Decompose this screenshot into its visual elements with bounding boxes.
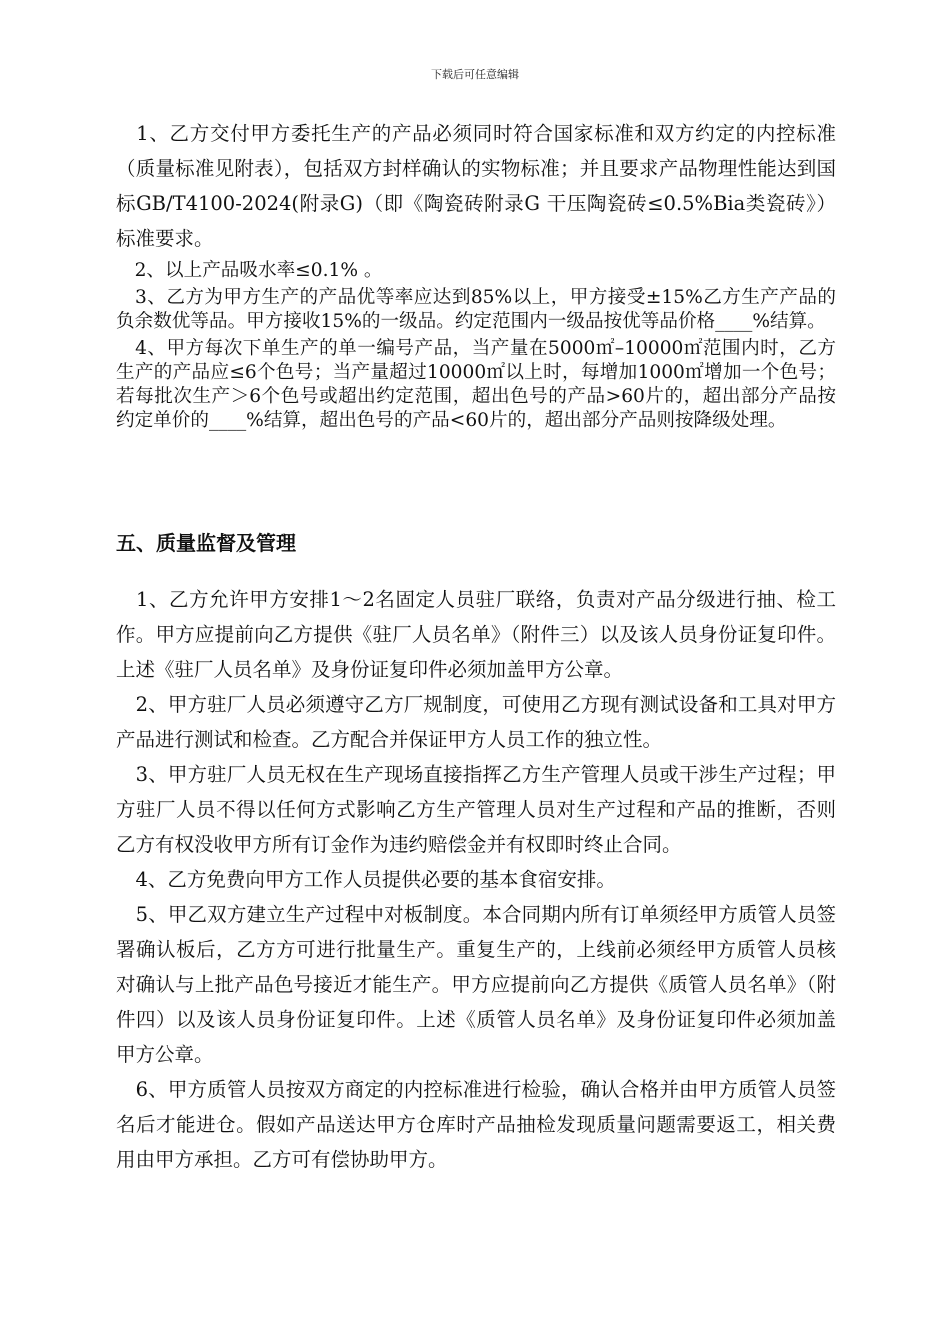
clause-5-4: 4、乙方免费向甲方工作人员提供必要的基本食宿安排。: [116, 868, 616, 891]
clause-4-1-block: [116, 116, 836, 256]
clause-5-3: 3、甲方驻厂人员无权在生产现场直接指挥乙方生产管理人员或干涉生产过程；甲方驻厂人员不得以任何方式影响乙方生产管理人员对生产过程和产品的推断，否则乙方有权没收甲方所有订金作为违约赔偿金并有权即时终止合同。: [116, 763, 836, 856]
section-heading: 五、质量监督及管理: [116, 531, 296, 555]
clause-4-2: 2、以上产品吸水率≤0.1% 。: [116, 260, 383, 281]
page-header: 下载后可任意编辑: [431, 68, 519, 81]
clause-5-2: 2、甲方驻厂人员必须遵守乙方厂规制度，可使用乙方现有测试设备和工具对甲方产品进行测试和检查。乙方配合并保证甲方人员工作的独立性。: [116, 693, 836, 751]
clause-4-1: 1、乙方交付甲方委托生产的产品必须同时符合国家标准和双方约定的内控标准（质量标准见附表），包括双方封样确认的实物标准；并且要求产品物理性能达到国标GB/T4100-2024(附录G)（即《陶瓷砖附录G 干压陶瓷砖≤0.5%Bia类瓷砖》）标准要求。: [116, 122, 836, 250]
clause-5-1: 1、乙方允许甲方安排1～2名固定人员驻厂联络，负责对产品分级进行抽、检工作。甲方应提前向乙方提供《驻厂人员名单》（附件三）以及该人员身份证复印件。上述《驻厂人员名单》及身份证复印件必须加盖甲方公章。: [116, 588, 836, 681]
clause-5-6: 6、甲方质管人员按双方商定的内控标准进行检验，确认合格并由甲方质管人员签名后才能进仓。假如产品送达甲方仓库时产品抽检发现质量问题需要返工，相关费用由甲方承担。乙方可有偿协助甲方。: [116, 1078, 836, 1171]
clause-4-2-to-4-4-block: [116, 259, 836, 433]
clause-4-3: 3、乙方为甲方生产的产品优等率应达到85%以上，甲方接受±15%乙方生产产品的负余数优等品。甲方接收15%的一级品。约定范围内一级品按优等品价格____%结算。: [116, 287, 836, 332]
clause-5-5: 5、甲乙双方建立生产过程中对板制度。本合同期内所有订单须经甲方质管人员签署确认板后，乙方方可进行批量生产。重复生产的，上线前必须经甲方质管人员核对确认与上批产品色号接近才能生产。甲方应提前向乙方提供《质管人员名单》（附件四）以及该人员身份证复印件。上述《质管人员名单》及身份证复印件必须加盖甲方公章。: [116, 903, 836, 1066]
section5-body: [116, 582, 836, 1177]
clause-4-4: 4、甲方每次下单生产的单一编号产品，当产量在5000㎡–10000㎡范围内时，乙方生产的产品应≤6个色号；当产量超过10000㎡以上时，每增加1000㎡增加一个色号；若每批次生产＞6个色号或超出约定范围，超出色号的产品>60片的，超出部分产品按约定单价的____%结算，超出色号的产品<60片的，超出部分产品则按降级处理。: [116, 338, 836, 431]
